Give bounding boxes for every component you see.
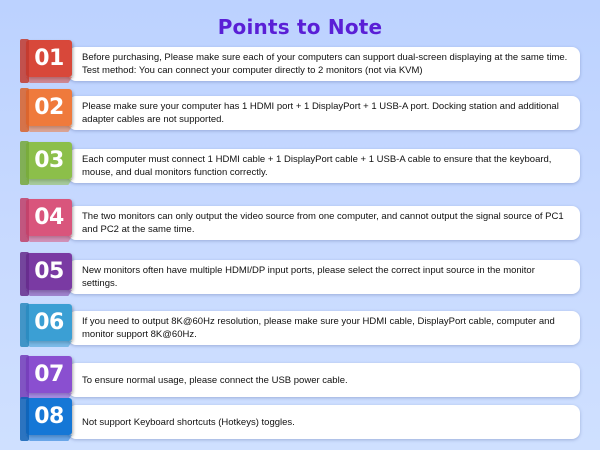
ribbon-tab-icon	[20, 355, 29, 399]
number-badge	[26, 356, 72, 393]
note-text: To ensure normal usage, please connect the USB power cable.	[82, 374, 348, 386]
ribbon-tab-icon	[20, 198, 29, 242]
note-text-box	[68, 149, 580, 183]
note-text: New monitors often have multiple HDMI/DP input ports, please select the correct input source in the monitor settings.	[82, 265, 535, 289]
note-item-03	[20, 141, 580, 191]
number-badge	[26, 398, 72, 435]
number-badge	[26, 304, 72, 341]
ribbon-tab-icon	[20, 397, 29, 441]
note-item-05	[20, 252, 580, 302]
note-text: Each computer must connect 1 HDMI cable + 1 DisplayPort cable + 1 USB-A cable to ensure that the keyboard, mouse, and dual monitors function correctly.	[82, 154, 552, 178]
note-text-box	[68, 96, 580, 130]
badge-number: 02	[34, 95, 64, 120]
note-item-06	[20, 303, 580, 353]
badge-number: 03	[34, 148, 64, 173]
badge-number: 08	[34, 404, 64, 429]
ribbon-tab-icon	[20, 252, 29, 296]
note-text-box	[68, 260, 580, 294]
note-item-02	[20, 88, 580, 138]
badge-number: 07	[34, 362, 64, 387]
badge-number: 01	[34, 46, 64, 71]
note-text-box	[68, 47, 580, 81]
number-badge	[26, 253, 72, 290]
note-text: If you need to output 8K@60Hz resolution, please make sure your HDMI cable, DisplayPort cable, computer and monitor support 8K@60Hz.	[82, 316, 555, 340]
badge-number: 06	[34, 310, 64, 335]
note-item-08	[20, 397, 580, 447]
number-badge	[26, 142, 72, 179]
note-text-box	[68, 311, 580, 345]
note-item-01	[20, 39, 580, 89]
note-item-04	[20, 198, 580, 248]
ribbon-tab-icon	[20, 303, 29, 347]
note-text-box	[68, 206, 580, 240]
number-badge	[26, 40, 72, 77]
number-badge	[26, 199, 72, 236]
page-title: Points to Note	[217, 15, 383, 39]
badge-number: 04	[34, 205, 64, 230]
note-text: The two monitors can only output the video source from one computer, and cannot output the signal source of PC1 and PC2 at the same time.	[82, 211, 564, 235]
note-text: Please make sure your computer has 1 HDMI port + 1 DisplayPort + 1 USB-A port. Docking station and additional adapter cables are not supported.	[82, 101, 559, 125]
note-text-box	[68, 405, 580, 439]
note-text: Not support Keyboard shortcuts (Hotkeys) toggles.	[82, 416, 295, 428]
ribbon-tab-icon	[20, 141, 29, 185]
note-text-box	[68, 363, 580, 397]
note-text: Before purchasing, Please make sure each of your computers can support dual-screen displaying at the same time. Test method: You can connect your computer directly to 2 monitors (not via KVM)	[82, 52, 568, 76]
number-badge	[26, 89, 72, 126]
ribbon-tab-icon	[20, 88, 29, 132]
ribbon-tab-icon	[20, 39, 29, 83]
badge-number: 05	[34, 259, 64, 284]
